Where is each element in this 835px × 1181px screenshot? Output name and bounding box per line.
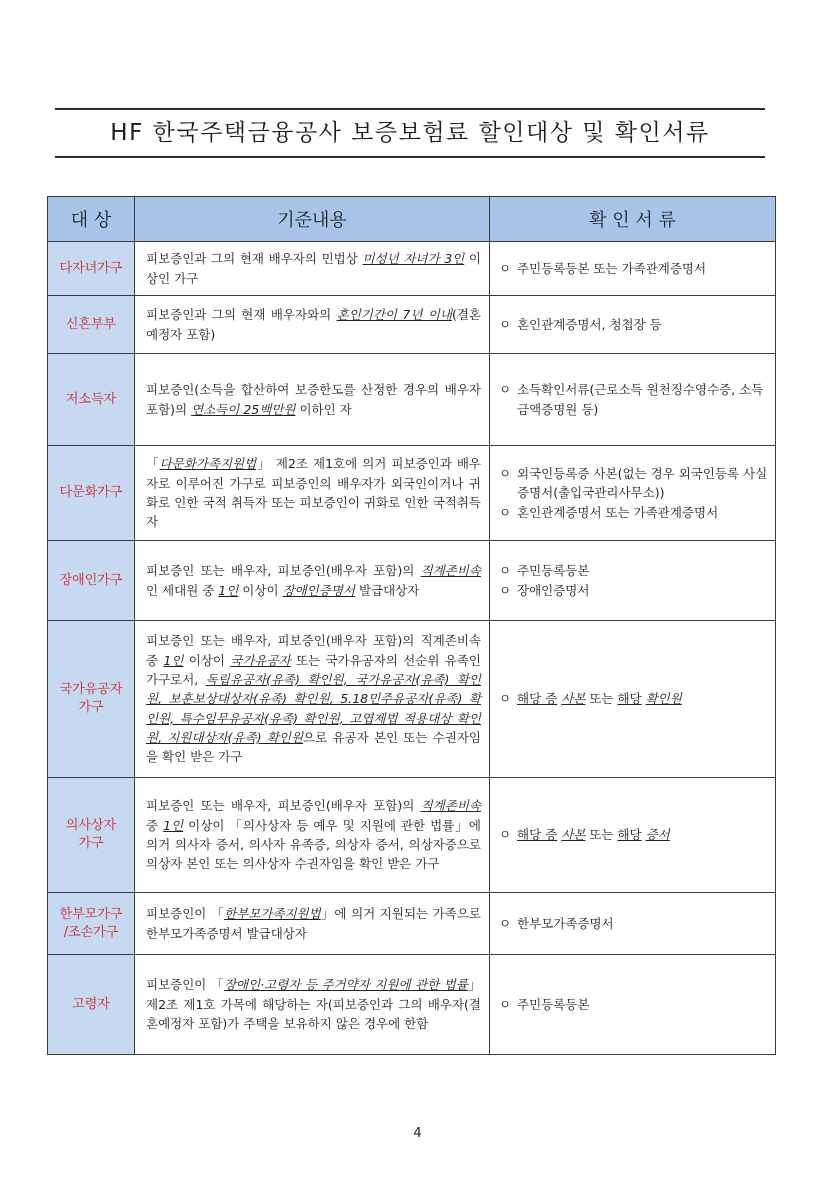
page-number: 4 [413, 1126, 422, 1141]
discount-eligibility-table [47, 196, 776, 1055]
bullet-icon: ㅇ [499, 827, 512, 843]
criteria-text: 또는 국가유공자의 선순위 유족인 가구로서, [146, 652, 481, 687]
docs-cell [490, 354, 776, 446]
docs-cell [490, 955, 776, 1055]
target-cell: 저소득자 [48, 354, 135, 446]
table-row [48, 541, 776, 621]
criteria-text: 「 [146, 456, 160, 472]
emphasized-text: 장애인증명서 [282, 582, 355, 598]
target-cell: 한부모가구 /조손가구 [48, 893, 135, 955]
criteria-text: 피보증인이 「 [146, 906, 225, 922]
emphasized-text: 연소득이 25백만원 [191, 401, 296, 417]
docs-cell [490, 893, 776, 955]
criteria-cell [135, 354, 490, 446]
criteria-cell [135, 446, 490, 541]
document-text [517, 689, 769, 708]
criteria-text: 피보증인 또는 배우자, 피보증인(배우자 포함)의 직계존비속 중 [146, 633, 481, 668]
target-cell: 다자녀가구 [48, 242, 135, 296]
emphasized-text: 직계존비속 [420, 563, 481, 579]
emphasized-text: 장애인·고령자 등 주거약자 지원에 관한 법률 [223, 977, 468, 993]
header-criteria: 기준내용 [135, 197, 490, 242]
bullet-icon: ㅇ [499, 915, 512, 931]
document-item [499, 689, 769, 708]
criteria-text: 중 [146, 817, 164, 833]
document-item [499, 561, 769, 580]
docs-cell [490, 296, 776, 354]
bullet-icon: ㅇ [499, 465, 512, 481]
table-row [48, 446, 776, 541]
document-item [499, 380, 769, 419]
table-row [48, 621, 776, 778]
document-text: 한부모가족증명서 [517, 915, 614, 931]
criteria-cell [135, 621, 490, 778]
emphasized-text: 미성년 자녀가 3인 [362, 251, 465, 267]
docs-cell [490, 541, 776, 621]
criteria-cell [135, 242, 490, 296]
emphasized-text: 다문화가족지원법 [159, 456, 257, 472]
criteria-text: 」 제2조 제1호에 의거 피보증인과 배우자로 이루어진 가구로 피보증인의 배우자가 외국인이거나 귀화로 인한 국적 취득자 또는 피보증인이 귀화로 인한 국적취득자 [146, 456, 481, 530]
criteria-cell [135, 955, 490, 1055]
document-text [517, 825, 769, 844]
criteria-text: 피보증인과 그의 현재 배우자와의 [146, 307, 337, 323]
table-row [48, 242, 776, 296]
underlined-text: 해당 [617, 691, 642, 707]
document-item [499, 914, 769, 933]
criteria-text: 」 제2조 제1호 가목에 해당하는 자(피보증인과 그의 배우자(결혼예정자 포함)가 주택을 보유하지 않은 경우에 한함 [146, 977, 481, 1032]
title-bottom-rule [55, 156, 765, 158]
criteria-cell [135, 778, 490, 893]
underlined-text: 해당 증 [517, 691, 558, 707]
target-cell: 고령자 [48, 955, 135, 1055]
bullet-icon: ㅇ [499, 504, 512, 520]
emphasized-text: 1인 [218, 582, 239, 598]
target-cell: 장애인가구 [48, 541, 135, 621]
header-target: 대 상 [48, 197, 135, 242]
bullet-icon: ㅇ [499, 563, 512, 579]
criteria-text: (결혼예정자 포함) [146, 307, 481, 342]
docs-cell [490, 778, 776, 893]
bullet-icon: ㅇ [499, 582, 512, 598]
criteria-text: 이하인 자 [295, 401, 352, 417]
underlined-text: 해당 [617, 827, 642, 843]
target-cell: 의사상자 가구 [48, 778, 135, 893]
criteria-text: 」에 의거 지원되는 가족으로 한부모가족증명서 발급대상자 [146, 906, 481, 941]
criteria-text: 이상이 [183, 652, 231, 668]
table-row [48, 778, 776, 893]
document-text: 혼인관계증명서, 청첩장 등 [517, 316, 662, 332]
criteria-text: 인 세대원 중 [146, 582, 219, 598]
docs-cell [490, 446, 776, 541]
emphasized-text: 사본 [561, 691, 586, 707]
bullet-icon: ㅇ [499, 691, 512, 707]
table-row [48, 893, 776, 955]
header-documents: 확 인 서 류 [490, 197, 776, 242]
emphasized-text: 한부모가족지원법 [224, 906, 321, 922]
underlined-text: 해당 증 [517, 827, 558, 843]
document-text-part: 또는 [585, 827, 618, 843]
bullet-icon: ㅇ [499, 316, 512, 332]
criteria-text: 피보증인 또는 배우자, 피보증인(배우자 포함)의 [146, 798, 421, 814]
emphasized-text: 독립유공자(유족) 확인원, 국가유공자(유족) 확인원, 보훈보상대상자(유족) 확인원, 5.18민주유공자(유족) 확인원, 특수임무유공자(유족) 확인원, 고엽제법 적용대상 확인원, 지원대상자(유족) 확인원 [146, 671, 482, 746]
criteria-cell [135, 893, 490, 955]
bullet-icon: ㅇ [499, 996, 512, 1012]
document-item [499, 995, 769, 1014]
criteria-text: 피보증인 또는 배우자, 피보증인(배우자 포함)의 [146, 563, 421, 579]
criteria-text: 이상이 「의사상자 등 예우 및 지원에 관한 법률」에 의거 의사자 증서, 의사자 유족증, 의상자 증서, 의상자증으로 의상자 본인 또는 의사상자 수권자임을 확인 받은 가구 [146, 817, 481, 872]
criteria-text: 이상인 가구 [146, 251, 481, 286]
document-text: 주민등록등본 또는 가족관계증명서 [517, 260, 707, 276]
emphasized-text: 1인 [163, 817, 184, 833]
page-title: HF 한국주택금융공사 보증보험료 할인대상 및 확인서류 [110, 120, 710, 146]
document-text: 장애인증명서 [517, 582, 590, 598]
emphasized-text: 증서 [645, 827, 670, 843]
bullet-icon: ㅇ [499, 260, 512, 276]
document-text: 주민등록등본 [517, 563, 590, 579]
document-item [499, 825, 769, 844]
criteria-text: 피보증인(소득을 합산하여 보증한도를 산정한 경우의 배우자 포함)의 [146, 382, 481, 417]
document-item [499, 315, 769, 334]
emphasized-text: 사본 [561, 827, 586, 843]
document-text: 주민등록등본 [517, 996, 590, 1012]
target-cell: 국가유공자 가구 [48, 621, 135, 778]
document-text: 소득확인서류(근로소득 원천징수영수증, 소득금액증명원 등) [517, 382, 764, 417]
document-item [499, 464, 769, 503]
table-row [48, 955, 776, 1055]
criteria-text: 이상이 [238, 582, 283, 598]
criteria-text: 으로 유공자 본인 또는 수권자임을 확인 받은 가구 [146, 730, 481, 765]
document-item [499, 581, 769, 600]
document-text-part: 또는 [585, 691, 618, 707]
document-item [499, 503, 769, 522]
criteria-text: 피보증인과 그의 현재 배우자의 민법상 [146, 251, 363, 267]
document-text: 외국인등록증 사본(없는 경우 외국인등록 사실증명서(출입국관리사무소)) [517, 465, 768, 501]
emphasized-text: 확인원 [645, 691, 682, 707]
table-header-row [48, 197, 776, 242]
criteria-cell [135, 541, 490, 621]
table-row [48, 296, 776, 354]
docs-cell [490, 621, 776, 778]
emphasized-text: 직계존비속 [420, 798, 481, 814]
target-cell: 신혼부부 [48, 296, 135, 354]
document-text: 혼인관계증명서 또는 가족관계증명서 [517, 504, 719, 520]
criteria-text: 발급대상자 [354, 582, 420, 598]
emphasized-text: 1인 [163, 652, 184, 668]
emphasized-text: 혼인기간이 7년 이내 [336, 307, 452, 323]
criteria-cell [135, 296, 490, 354]
table-row [48, 354, 776, 446]
title-top-rule [55, 108, 765, 110]
criteria-text: 피보증인이 「 [146, 977, 224, 993]
docs-cell [490, 242, 776, 296]
bullet-icon: ㅇ [499, 382, 512, 398]
emphasized-text: 국가유공자 [230, 652, 291, 668]
document-item [499, 259, 769, 278]
target-cell: 다문화가구 [48, 446, 135, 541]
